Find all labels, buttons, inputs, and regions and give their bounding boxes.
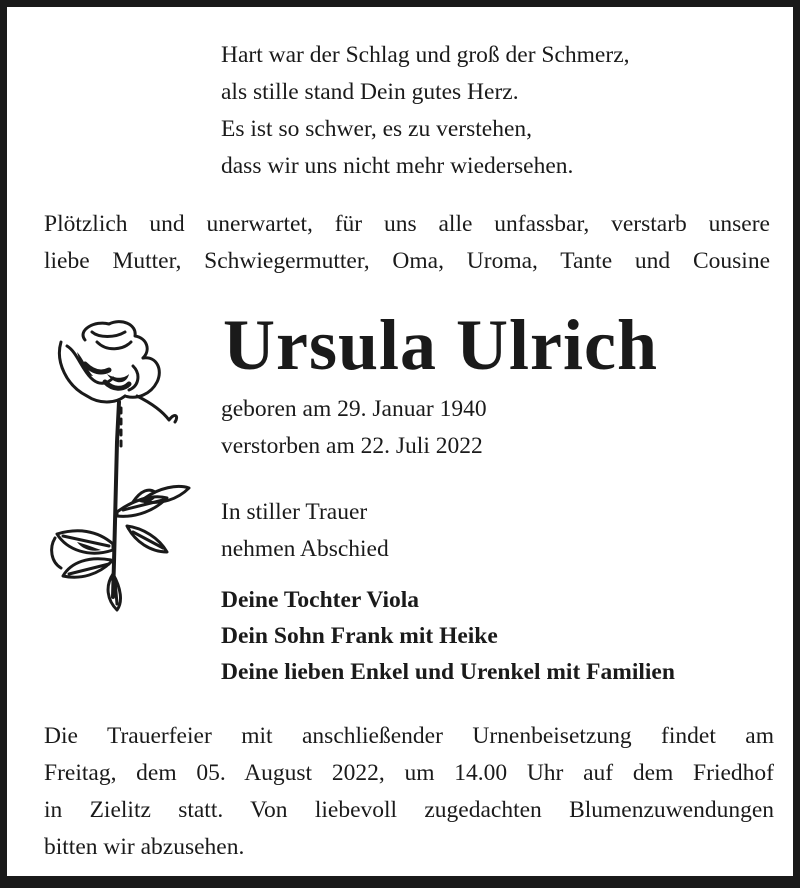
poem-line: Hart war der Schlag und groß der Schmerz, [221,42,630,68]
family-line: Deine lieben Enkel und Urenkel mit Familien [221,659,675,685]
funeral-line: Freitag, dem 05. August 2022, um 14.00 Uhr auf dem Friedhof [44,760,774,786]
family-line: Dein Sohn Frank mit Heike [221,623,498,649]
poem [221,37,630,185]
mourning-line: nehmen Abschied [221,536,389,562]
intro-line: Plötzlich und unerwartet, für uns alle unfassbar, verstarb unsere [44,211,770,237]
poem-line: dass wir uns nicht mehr wiedersehen. [221,153,574,179]
intro-text [44,206,770,280]
mourning-text [221,494,389,568]
funeral-notice [44,718,774,866]
family-line: Deine Tochter Viola [221,587,420,613]
death-date: verstorben am 22. Juli 2022 [221,433,483,459]
funeral-line: Die Trauerfeier mit anschließender Urnenbeisetzung findet am [44,723,774,749]
funeral-line: bitten wir abzusehen. [44,834,245,860]
poem-line: Es ist so schwer, es zu verstehen, [221,116,533,142]
funeral-line: in Zielitz statt. Von liebevoll zugedachten Blumenzuwendungen [44,797,774,823]
life-dates [221,391,487,465]
deceased-name: Ursula Ulrich [223,305,658,385]
poem-line: als stille stand Dein gutes Herz. [221,79,519,105]
rose-icon [37,312,202,612]
family-signatures [221,582,675,690]
mourning-line: In stiller Trauer [221,499,368,525]
intro-line: liebe Mutter, Schwiegermutter, Oma, Uroma, Tante und Cousine [44,248,770,274]
birth-date: geboren am 29. Januar 1940 [221,396,487,422]
